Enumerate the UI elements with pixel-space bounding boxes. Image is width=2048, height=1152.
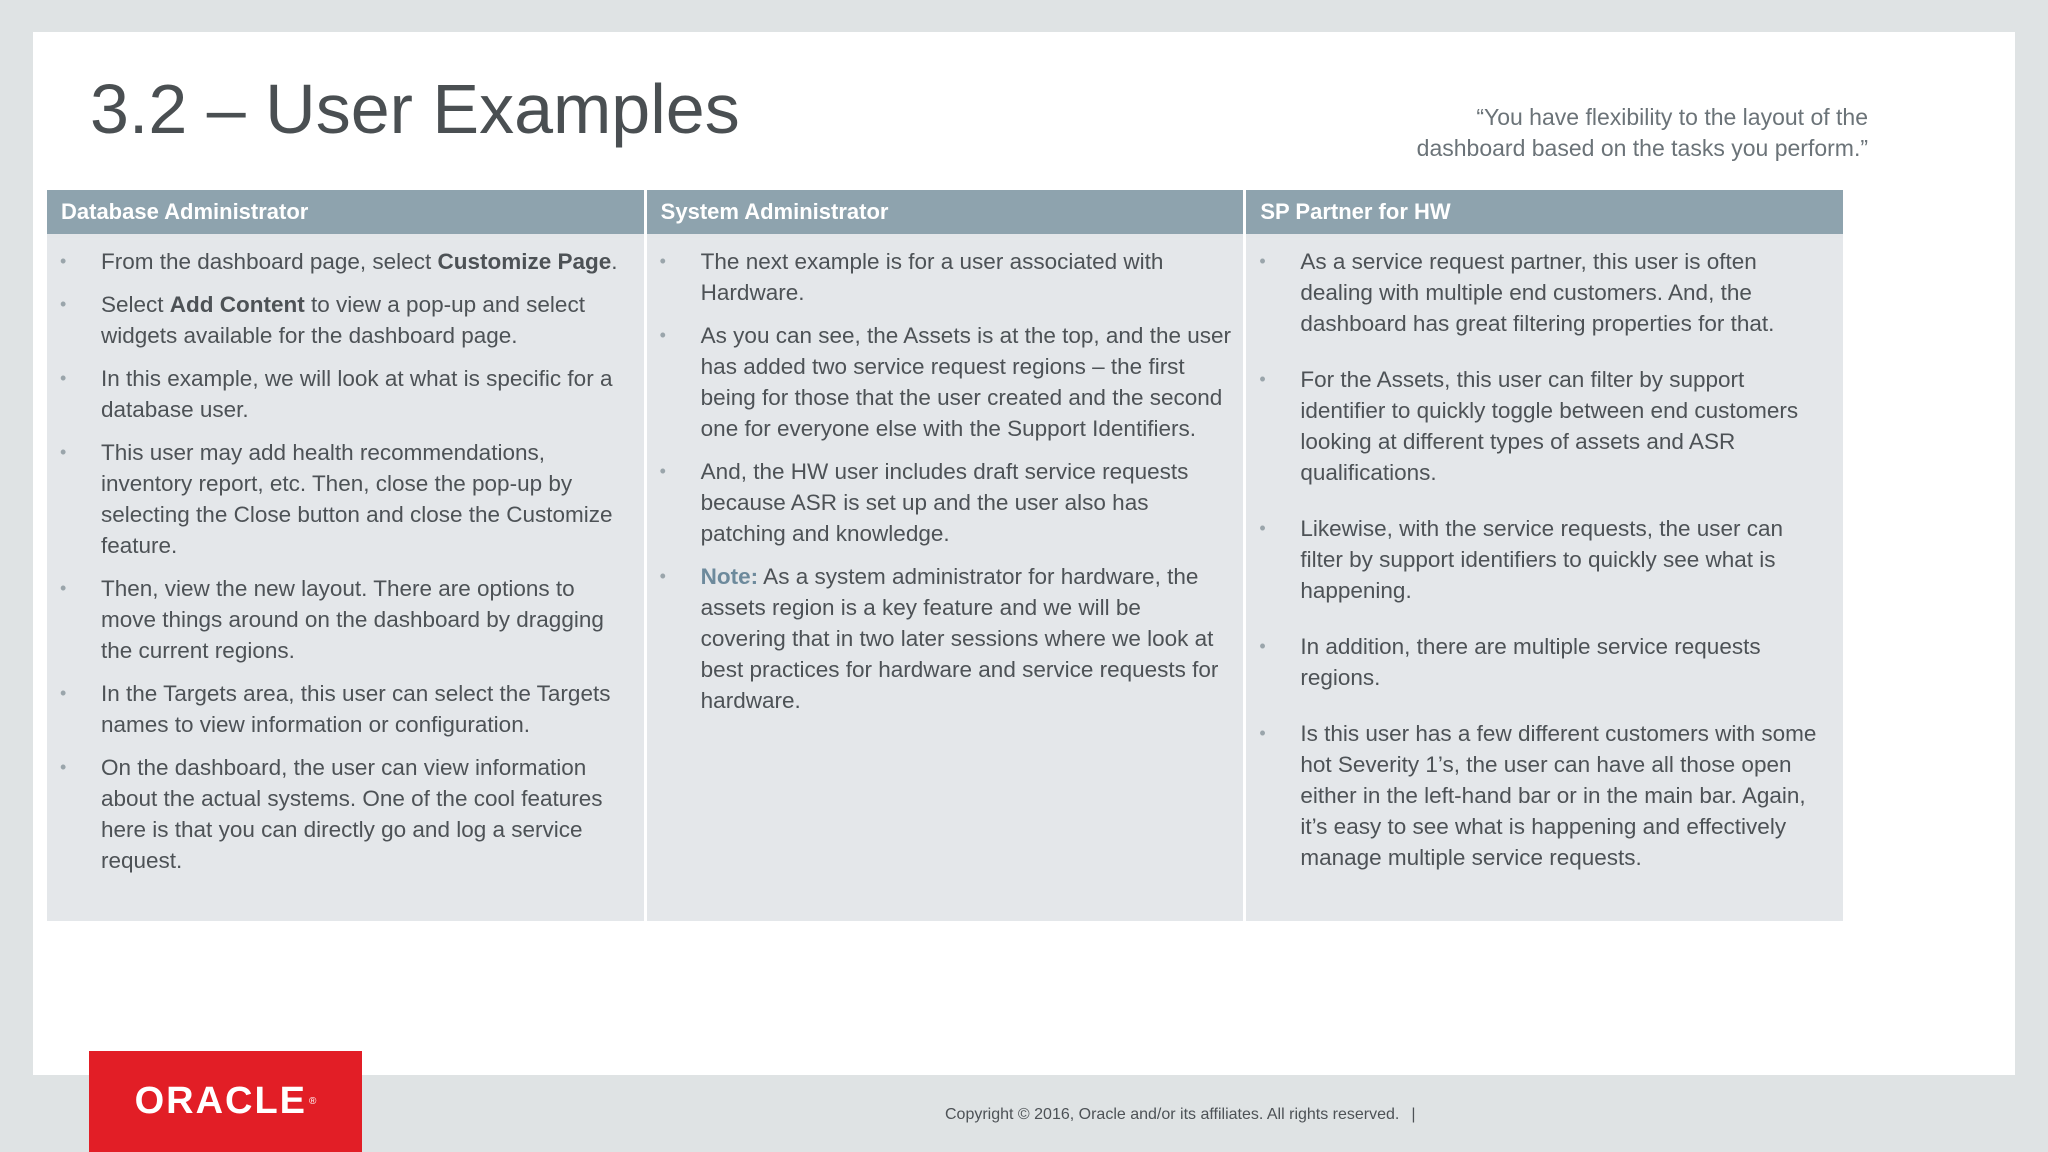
oracle-logo-text: ORACLE — [134, 1080, 308, 1122]
list-item: • For the Assets, this user can filter by support identifier to quickly toggle between end customers looking at different types of assets and ASR qualifications. — [1246, 364, 1831, 488]
list-item: • Note: As a system administrator for hardware, the assets region is a key feature and we will be covering that in two later sessions where we look at best practices for hardware and service requests for hardware. — [647, 561, 1232, 716]
footer-separator: | — [1411, 1106, 1416, 1123]
bullet-icon: • — [60, 368, 67, 388]
list-item: • Is this user has a few different customers with some hot Severity 1’s, the user can have all those open either in the left-hand bar or in the main bar. Again, it’s easy to see what is happening and effectively manage multiple service requests. — [1246, 718, 1831, 873]
oracle-logo — [89, 1051, 362, 1152]
bullet-icon: • — [60, 294, 67, 314]
bullet-icon: • — [659, 251, 666, 271]
user-examples-table — [47, 190, 1843, 921]
copyright-text: Copyright © 2016, Oracle and/or its affiliates. All rights reserved. — [945, 1106, 1400, 1123]
column-body — [647, 238, 1244, 921]
column-header: Database Administrator — [47, 190, 644, 234]
column-header: System Administrator — [647, 190, 1244, 234]
bullet-icon: • — [1259, 251, 1266, 271]
list-item: • The next example is for a user associated with Hardware. — [647, 246, 1232, 308]
registered-mark: ® — [309, 1096, 317, 1107]
list-item: • On the dashboard, the user can view information about the actual systems. One of the cool features here is that you can directly go and log a service request. — [47, 752, 632, 876]
column-sp-partner-hw — [1246, 190, 1843, 921]
bullet-icon: • — [1259, 636, 1266, 656]
copyright-footer — [945, 1106, 1416, 1124]
bullet-list — [647, 246, 1232, 716]
bullet-icon: • — [659, 325, 666, 345]
list-item: • In the Targets area, this user can select the Targets names to view information or configuration. — [47, 678, 632, 740]
bullet-icon: • — [1259, 723, 1266, 743]
emphasis-text: Add Content — [169, 292, 305, 317]
bullet-icon: • — [60, 442, 67, 462]
column-database-administrator — [47, 190, 644, 921]
bullet-icon: • — [1259, 518, 1266, 538]
list-item: • Likewise, with the service requests, the user can filter by support identifiers to quickly see what is happening. — [1246, 513, 1831, 606]
bullet-icon: • — [1259, 369, 1266, 389]
list-item: • As a service request partner, this user is often dealing with multiple end customers. And, the dashboard has great filtering properties for that. — [1246, 246, 1831, 339]
slide-title: 3.2 – User Examples — [90, 70, 740, 148]
bullet-icon: • — [60, 757, 67, 777]
column-body — [1246, 238, 1843, 921]
bullet-list — [47, 246, 632, 876]
column-header: SP Partner for HW — [1246, 190, 1843, 234]
list-item: • In addition, there are multiple service requests regions. — [1246, 631, 1831, 693]
bullet-icon: • — [60, 578, 67, 598]
list-item: • From the dashboard page, select Customize Page. — [47, 246, 632, 277]
list-item: • Then, view the new layout. There are options to move things around on the dashboard by dragging the current regions. — [47, 573, 632, 666]
list-item: • As you can see, the Assets is at the top, and the user has added two service request regions – the first being for those that the user created and the second one for everyone else with the Support Identifiers. — [647, 320, 1232, 444]
list-item: • Select Add Content to view a pop-up and select widgets available for the dashboard page. — [47, 289, 632, 351]
bullet-icon: • — [60, 683, 67, 703]
column-system-administrator — [647, 190, 1244, 921]
slide-quote: “You have flexibility to the layout of the dashboard based on the tasks you perform.” — [1416, 104, 1868, 161]
bullet-icon: • — [659, 461, 666, 481]
bullet-list — [1246, 246, 1831, 873]
note-label: Note: — [700, 564, 759, 589]
emphasis-text: Customize Page — [437, 249, 612, 274]
list-item: • This user may add health recommendations, inventory report, etc. Then, close the pop-up by selecting the Close button and close the Customize feature. — [47, 437, 632, 561]
bullet-icon: • — [60, 251, 67, 271]
column-body — [47, 238, 644, 921]
list-item: • In this example, we will look at what is specific for a database user. — [47, 363, 632, 425]
bullet-icon: • — [659, 566, 666, 586]
list-item: • And, the HW user includes draft service requests because ASR is set up and the user also has patching and knowledge. — [647, 456, 1232, 549]
